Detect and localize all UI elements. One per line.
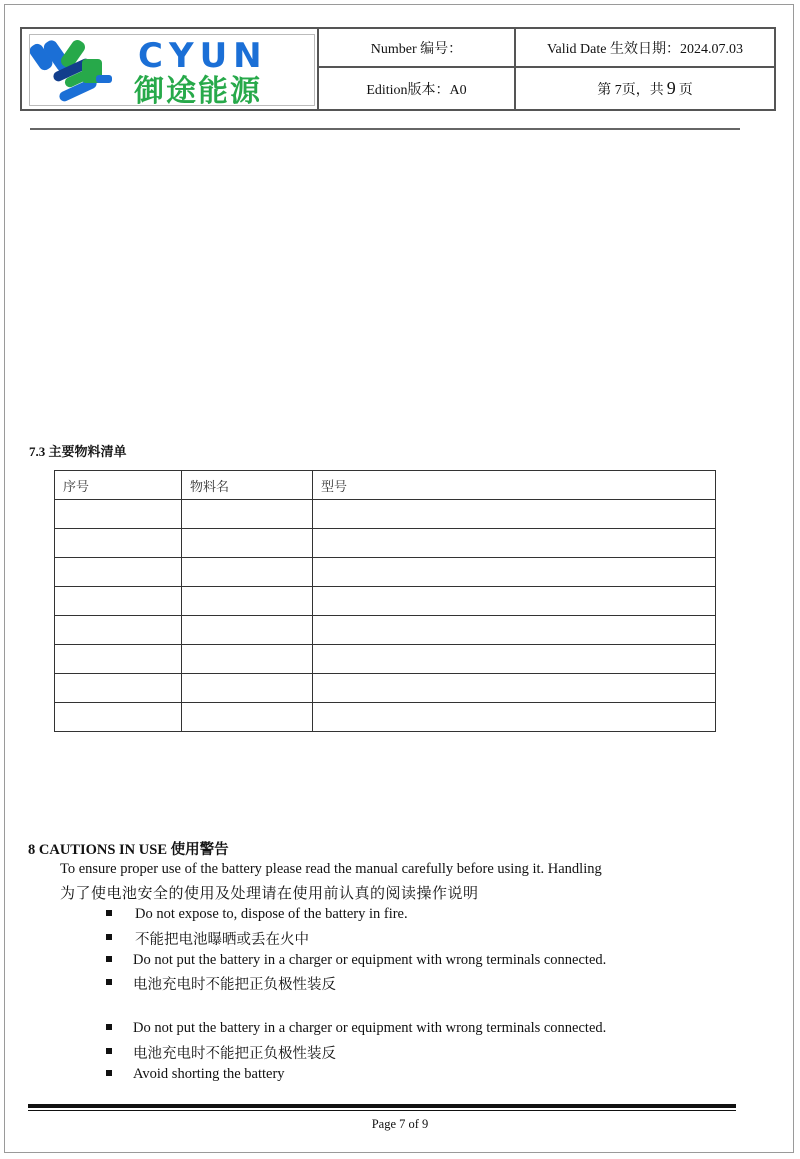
- intro-cn: 为了使电池安全的使用及处理请在使用前认真的阅读操作说明: [60, 886, 479, 902]
- edition-label: Edition版本：A0: [319, 68, 516, 109]
- table-row: [55, 529, 716, 558]
- table-cell: [313, 703, 716, 732]
- table-cell: [182, 703, 313, 732]
- material-list-table: [54, 470, 716, 732]
- table-cell: [182, 645, 313, 674]
- table-cell: [182, 529, 313, 558]
- table-cell: [313, 616, 716, 645]
- caution-item: Do not put the battery in a charger or equipment with wrong terminals connected.: [106, 952, 606, 969]
- table-row: [55, 616, 716, 645]
- table-cell: [55, 703, 182, 732]
- caution-item: Avoid shorting the battery: [106, 1066, 285, 1083]
- table-cell: [313, 500, 716, 529]
- caution-item: Do not put the battery in a charger or equipment with wrong terminals connected.: [106, 1020, 606, 1037]
- bullet-square-icon: [106, 1048, 112, 1054]
- bullet-square-icon: [106, 1070, 112, 1076]
- header-rule: [30, 128, 740, 130]
- bullet-square-icon: [106, 910, 112, 916]
- table-cell: [55, 674, 182, 703]
- table-row: [55, 587, 716, 616]
- table-cell: [313, 645, 716, 674]
- footer-rule-thin: [28, 1110, 736, 1111]
- logo-mark-icon: [30, 38, 112, 103]
- document-header: [20, 27, 776, 111]
- table-cell: [182, 674, 313, 703]
- table-row: [55, 703, 716, 732]
- number-label: Number 编号：: [319, 29, 516, 68]
- bullet-square-icon: [106, 956, 112, 962]
- column-header-material: 物料名: [182, 471, 313, 500]
- svg-text:御途能源: 御途能源: [134, 74, 262, 105]
- column-header-model: 型号: [313, 471, 716, 500]
- table-cell: [55, 645, 182, 674]
- footer-page-label: Page 7 of 9: [371, 1117, 429, 1131]
- table-cell: [55, 616, 182, 645]
- table-row: [55, 645, 716, 674]
- page-total: 9: [666, 78, 676, 98]
- table-cell: [182, 587, 313, 616]
- caution-item: 电池充电时不能把正负极性装反: [106, 973, 336, 994]
- svg-text:CYUN: CYUN: [138, 36, 268, 76]
- table-cell: [182, 616, 313, 645]
- page-suffix: 页: [678, 82, 693, 98]
- caution-item: 电池充电时不能把正负极性装反: [106, 1042, 336, 1063]
- logo-graphic: [30, 35, 314, 105]
- table-cell: [55, 587, 182, 616]
- caution-item: Do not expose to, dispose of the battery in fire.: [106, 906, 408, 923]
- bullet-square-icon: [106, 1024, 112, 1030]
- section-8-title: 8 CAUTIONS IN USE 使用警告: [28, 842, 229, 858]
- table-cell: [55, 529, 182, 558]
- table-cell: [182, 500, 313, 529]
- bullet-square-icon: [106, 934, 112, 940]
- header-info-grid: [319, 29, 774, 109]
- intro-en: To ensure proper use of the battery please read the manual carefully before using it. Handling: [60, 861, 602, 877]
- page-prefix: 第 7页，共: [597, 82, 664, 98]
- table-row: [55, 558, 716, 587]
- table-cell: [313, 558, 716, 587]
- bullet-square-icon: [106, 979, 112, 985]
- page-indicator: [516, 68, 774, 109]
- company-logo: [30, 35, 314, 105]
- table-row: [55, 674, 716, 703]
- logo-cell: [22, 29, 319, 109]
- table-cell: [313, 529, 716, 558]
- column-header-seq: 序号: [55, 471, 182, 500]
- valid-date: Valid Date 生效日期：2024.07.03: [516, 29, 774, 68]
- table-cell: [55, 558, 182, 587]
- table-cell: [182, 558, 313, 587]
- table-row: [55, 500, 716, 529]
- caution-item: 不能把电池曝晒或丢在火中: [106, 928, 309, 949]
- table-cell: [313, 674, 716, 703]
- section-7-3-title: 7.3 主要物料清单: [29, 444, 127, 459]
- table-cell: [55, 500, 182, 529]
- table-cell: [313, 587, 716, 616]
- table-header-row: [55, 471, 716, 500]
- footer-rule-thick: [28, 1104, 736, 1108]
